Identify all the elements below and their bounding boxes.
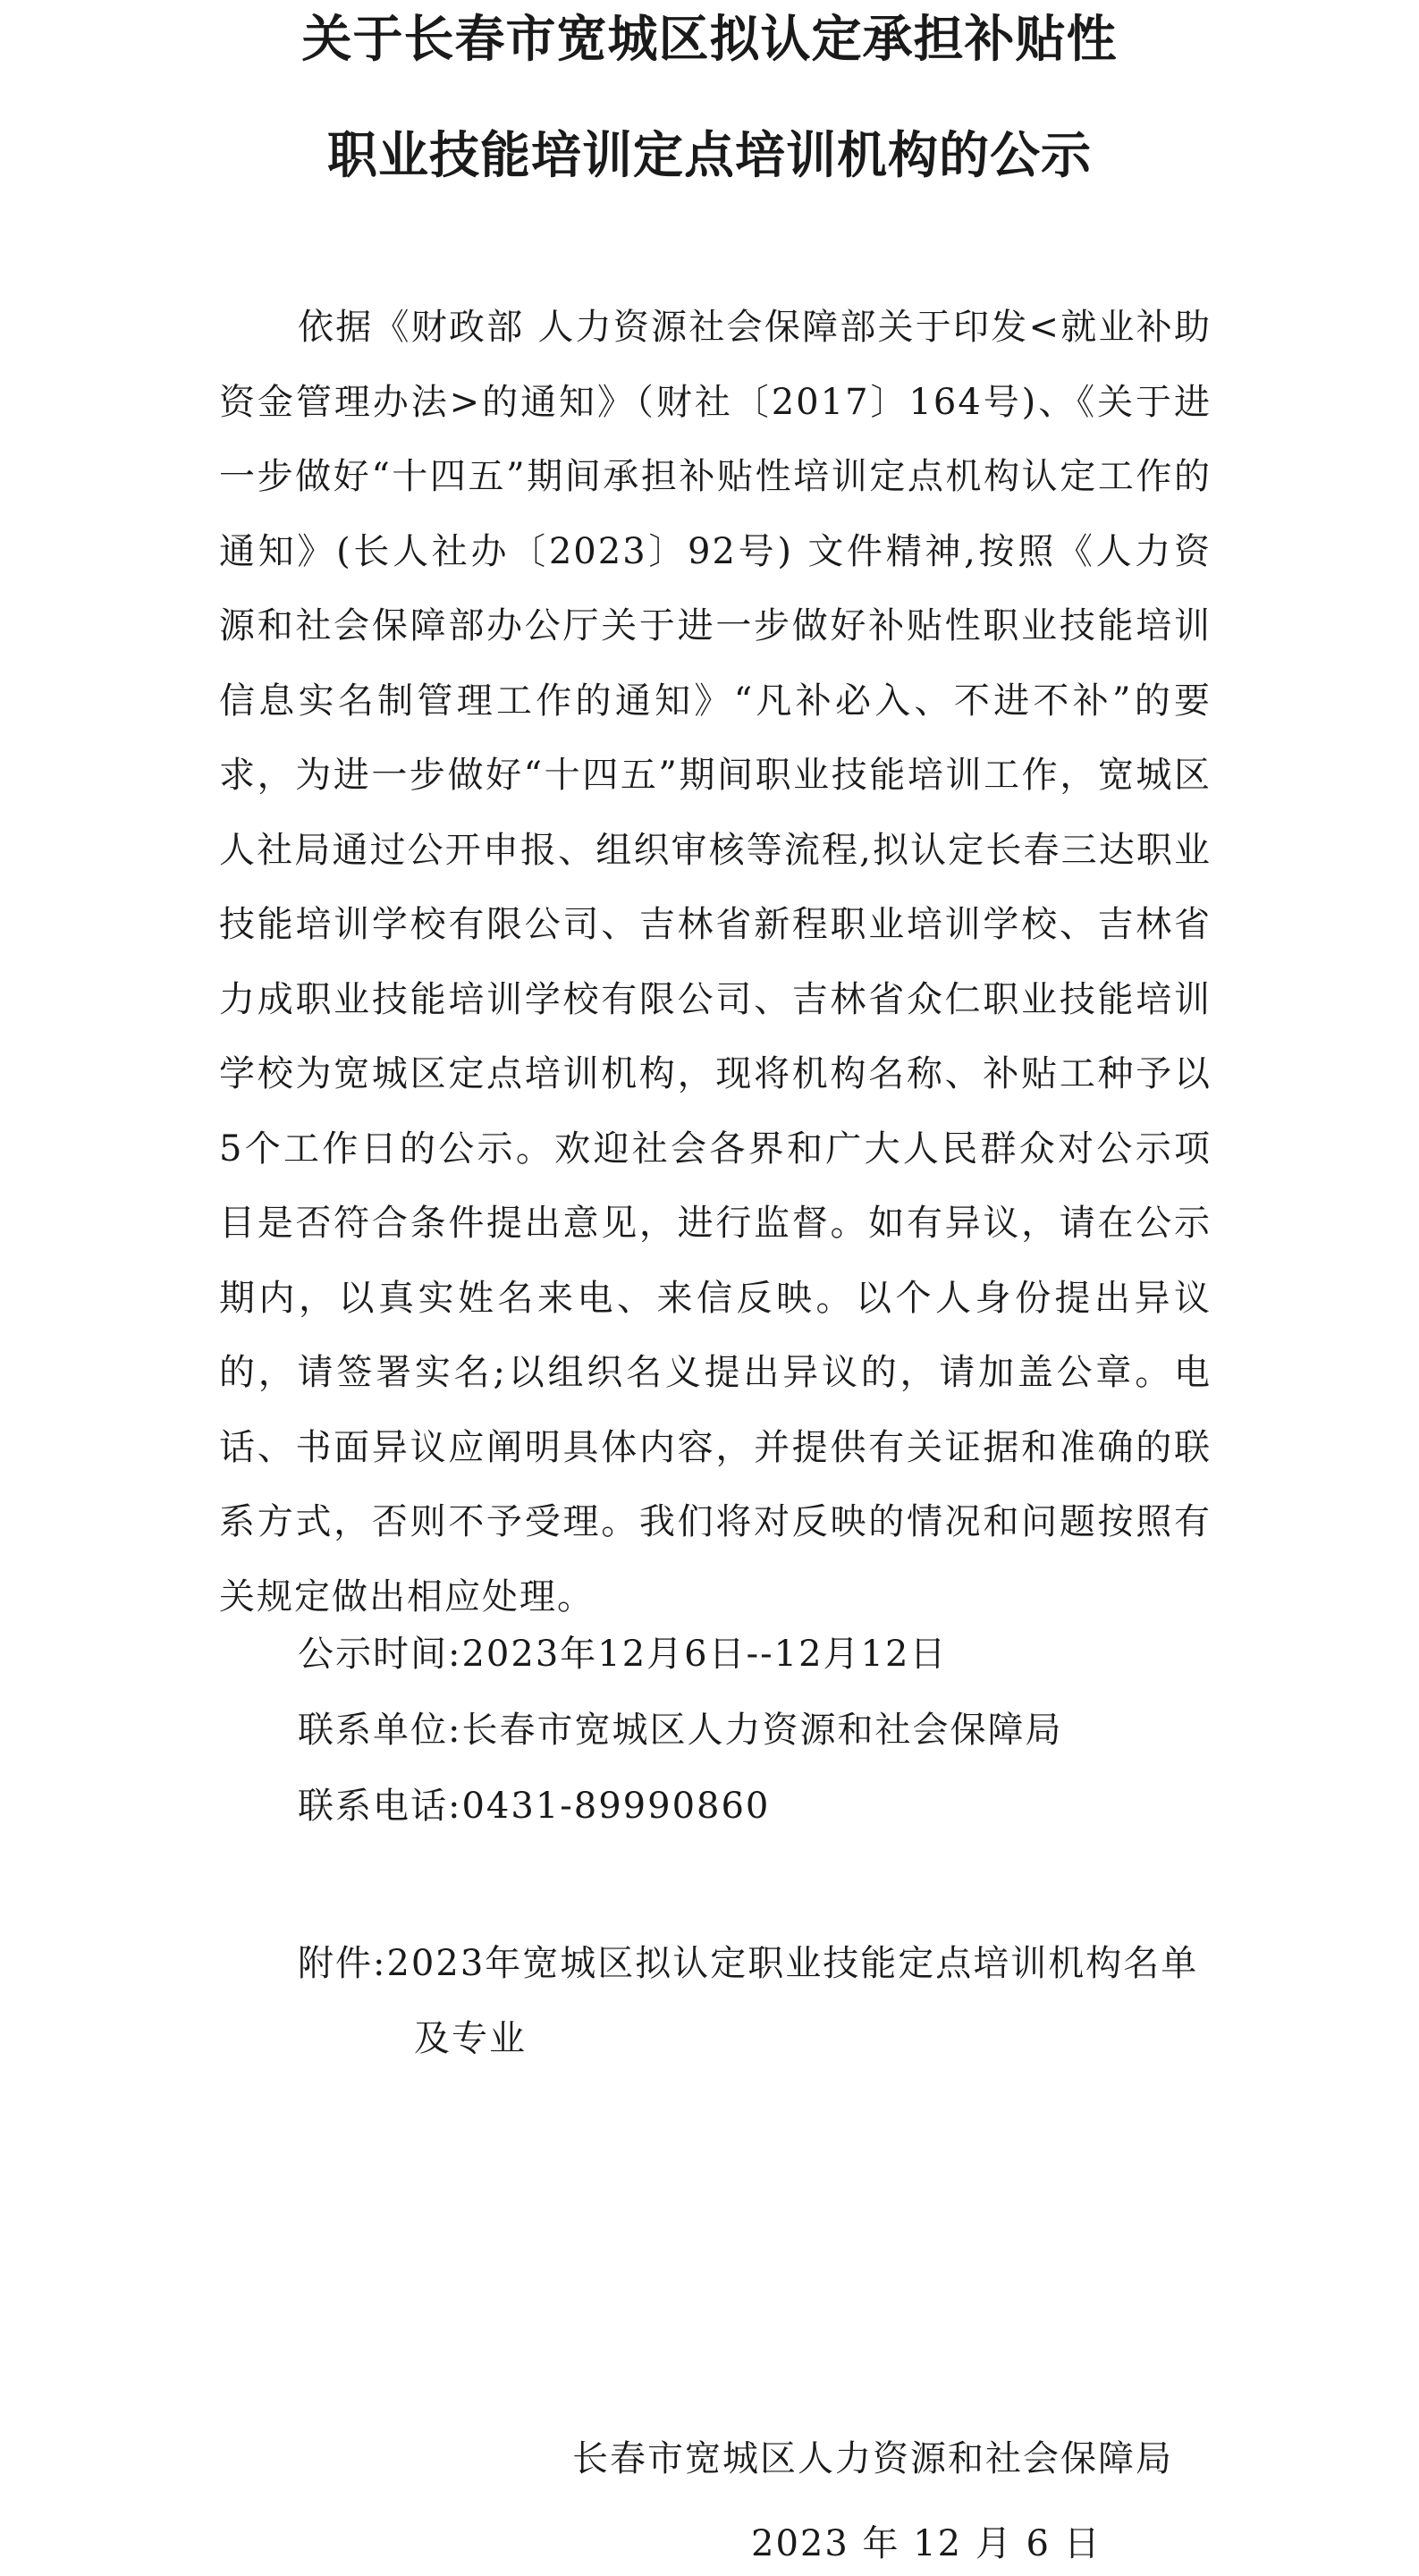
announcement-period: 公示时间:2023年12月6日--12月12日 — [298, 1634, 948, 1675]
contact-unit: 联系单位:长春市宽城区人力资源和社会保障局 — [298, 1710, 1063, 1751]
main-paragraph: 依据《财政部 人力资源社会保障部关于印发<就业补助资金管理办法>的通知》（财社〔2017〕164号)、《关于进一步做好“十四五”期间承担补贴性培训定点机构认定工作的通知》(长人社办〔2023〕92号) 文件精神,按照《人力资源和社会保障部办公厅关于进一步做好补贴性职业技能培训信息实名制管理工作的通知》“凡补必入、不进不补”的要求，为进一步做好“十四五”期间职业技能培训工作，宽城区人社局通过公开申报、组织审核等流程,拟认定长春三达职业技能培训学校有限公司、吉林省新程职业培训学校、吉林省力成职业技能培训学校有限公司、吉林省众仁职业技能培训学校为宽城区定点培训机构，现将机构名称、补贴工种予以5个工作日的公示。欢迎社会各界和广大人民群众对公示项目是否符合条件提出意见，进行监督。如有异议，请在公示期内，以真实姓名来电、来信反映。以个人身份提出异议的，请签署实名;以组织名义提出异议的，请加盖公章。电话、书面异议应阐明具体内容，并提供有关证据和准确的联系方式，否则不予受理。我们将对反映的情况和问题按照有关规定做出相应处理。 — [219, 307, 1212, 1617]
document-title-line-1: 关于长春市宽城区拟认定承担补贴性 — [301, 11, 1118, 69]
signature-date: 2023 年 12 月 6 日 — [751, 2523, 1102, 2564]
attachment-note: 附件:2023年宽城区拟认定职业技能定点培训机构名单及专业 — [298, 1943, 1199, 2059]
contact-phone: 联系电话:0431-89990860 — [298, 1786, 771, 1827]
signature-organization: 长春市宽城区人力资源和社会保障局 — [572, 2438, 1173, 2479]
document-title-line-2: 职业技能培训定点培训机构的公示 — [327, 127, 1092, 185]
